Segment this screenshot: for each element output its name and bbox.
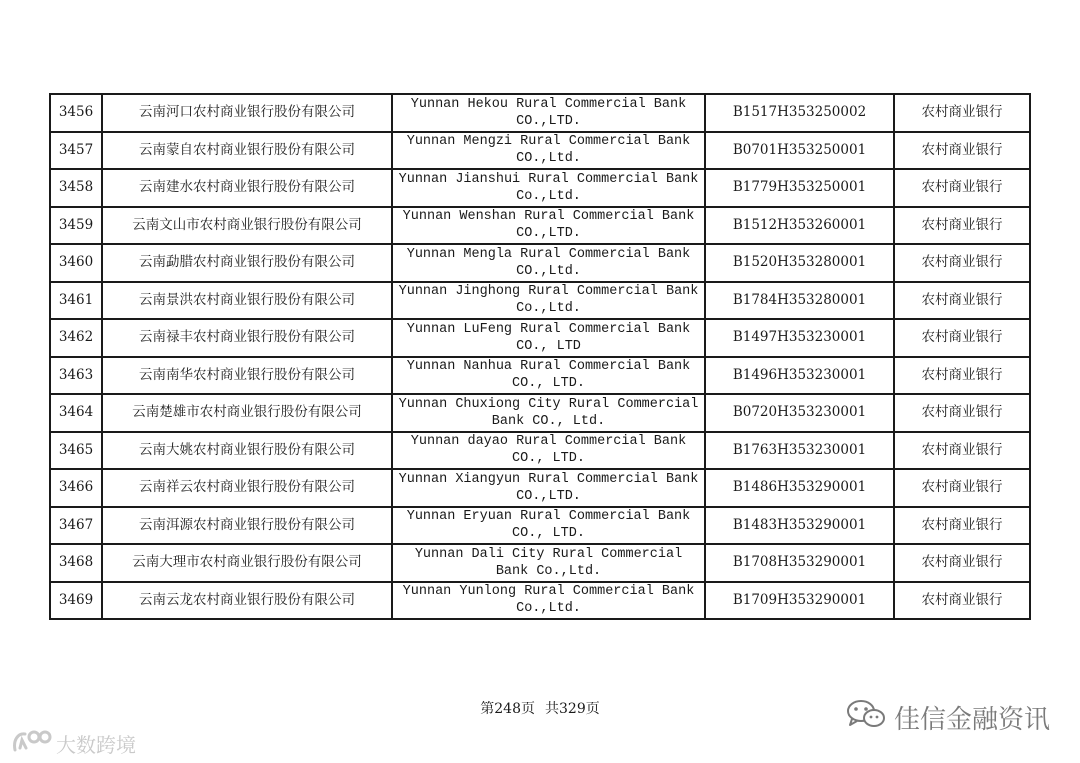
bank-name-en: Yunnan LuFeng Rural Commercial Bank CO., LTD [392,319,705,357]
page-total: 共329页 [545,701,600,717]
bank-name-cn: 云南云龙农村商业银行股份有限公司 [102,582,392,620]
bank-name-cn: 云南祥云农村商业银行股份有限公司 [102,469,392,507]
institution-code: B1517H353250002 [705,94,894,132]
row-number: 3465 [50,432,102,470]
row-number: 3458 [50,169,102,207]
institution-code: B1784H353280001 [705,282,894,320]
institution-type: 农村商业银行 [894,432,1030,470]
table-row [50,282,1030,320]
institution-code: B1497H353230001 [705,319,894,357]
table-row [50,319,1030,357]
table-row [50,357,1030,395]
bank-name-cn: 云南楚雄市农村商业银行股份有限公司 [102,394,392,432]
watermark-logo-icon [12,728,52,759]
institution-type: 农村商业银行 [894,582,1030,620]
row-number: 3467 [50,507,102,545]
row-number: 3464 [50,394,102,432]
row-number: 3462 [50,319,102,357]
institution-code: B0720H353230001 [705,394,894,432]
bank-name-en: Yunnan Yunlong Rural Commercial Bank Co.,Ltd. [392,582,705,620]
bank-table [49,93,1031,620]
bank-name-cn: 云南河口农村商业银行股份有限公司 [102,94,392,132]
institution-type: 农村商业银行 [894,319,1030,357]
row-number: 3461 [50,282,102,320]
bank-name-en: Yunnan Jinghong Rural Commercial Bank Co.,Ltd. [392,282,705,320]
row-number: 3457 [50,132,102,170]
bank-name-en: Yunnan Mengzi Rural Commercial Bank CO.,Ltd. [392,132,705,170]
institution-type: 农村商业银行 [894,169,1030,207]
bank-name-en: Yunnan Dali City Rural Commercial Bank Co.,Ltd. [392,544,705,582]
institution-type: 农村商业银行 [894,507,1030,545]
institution-code: B1520H353280001 [705,244,894,282]
page-number: 第248页 [480,701,535,717]
bank-name-en: Yunnan Jianshui Rural Commercial Bank Co.,Ltd. [392,169,705,207]
bank-name-cn: 云南蒙自农村商业银行股份有限公司 [102,132,392,170]
institution-type: 农村商业银行 [894,94,1030,132]
row-number: 3456 [50,94,102,132]
watermark-left [12,728,136,759]
bank-name-en: Yunnan Wenshan Rural Commercial Bank CO.,LTD. [392,207,705,245]
table-row [50,394,1030,432]
institution-code: B1486H353290001 [705,469,894,507]
row-number: 3466 [50,469,102,507]
table-row [50,507,1030,545]
bank-name-cn: 云南勐腊农村商业银行股份有限公司 [102,244,392,282]
bank-name-cn: 云南禄丰农村商业银行股份有限公司 [102,319,392,357]
bank-name-en: Yunnan Chuxiong City Rural Commercial Bank CO., Ltd. [392,394,705,432]
bank-name-cn: 云南文山市农村商业银行股份有限公司 [102,207,392,245]
institution-code: B1496H353230001 [705,357,894,395]
bank-name-cn: 云南洱源农村商业银行股份有限公司 [102,507,392,545]
watermark-right [846,698,1050,737]
row-number: 3468 [50,544,102,582]
bank-name-cn: 云南南华农村商业银行股份有限公司 [102,357,392,395]
table-row [50,94,1030,132]
institution-code: B1512H353260001 [705,207,894,245]
wechat-icon [846,698,886,737]
bank-name-cn: 云南大姚农村商业银行股份有限公司 [102,432,392,470]
row-number: 3459 [50,207,102,245]
bank-name-en: Yunnan Nanhua Rural Commercial Bank CO., LTD. [392,357,705,395]
institution-code: B1779H353250001 [705,169,894,207]
institution-type: 农村商业银行 [894,282,1030,320]
institution-type: 农村商业银行 [894,469,1030,507]
bank-name-en: Yunnan Mengla Rural Commercial Bank CO.,Ltd. [392,244,705,282]
row-number: 3469 [50,582,102,620]
institution-code: B1708H353290001 [705,544,894,582]
institution-code: B1483H353290001 [705,507,894,545]
institution-type: 农村商业银行 [894,394,1030,432]
table-row [50,544,1030,582]
bank-name-cn: 云南景洪农村商业银行股份有限公司 [102,282,392,320]
institution-type: 农村商业银行 [894,132,1030,170]
table-row [50,132,1030,170]
institution-type: 农村商业银行 [894,244,1030,282]
bank-name-en: Yunnan Xiangyun Rural Commercial Bank CO.,LTD. [392,469,705,507]
bank-name-cn: 云南建水农村商业银行股份有限公司 [102,169,392,207]
table-row [50,169,1030,207]
institution-type: 农村商业银行 [894,357,1030,395]
institution-type: 农村商业银行 [894,207,1030,245]
table-row [50,207,1030,245]
row-number: 3460 [50,244,102,282]
bank-name-en: Yunnan Eryuan Rural Commercial Bank CO., LTD. [392,507,705,545]
table-row [50,582,1030,620]
institution-code: B1763H353230001 [705,432,894,470]
institution-code: B0701H353250001 [705,132,894,170]
watermark-left-text: 大数跨境 [56,733,136,757]
bank-name-cn: 云南大理市农村商业银行股份有限公司 [102,544,392,582]
watermark-right-text: 佳信金融资讯 [893,705,1050,735]
table-row [50,244,1030,282]
row-number: 3463 [50,357,102,395]
bank-name-en: Yunnan dayao Rural Commercial Bank CO., LTD. [392,432,705,470]
table-row [50,432,1030,470]
table-row [50,469,1030,507]
institution-type: 农村商业银行 [894,544,1030,582]
table-body [50,94,1030,619]
institution-code: B1709H353290001 [705,582,894,620]
bank-name-en: Yunnan Hekou Rural Commercial Bank CO.,LTD. [392,94,705,132]
